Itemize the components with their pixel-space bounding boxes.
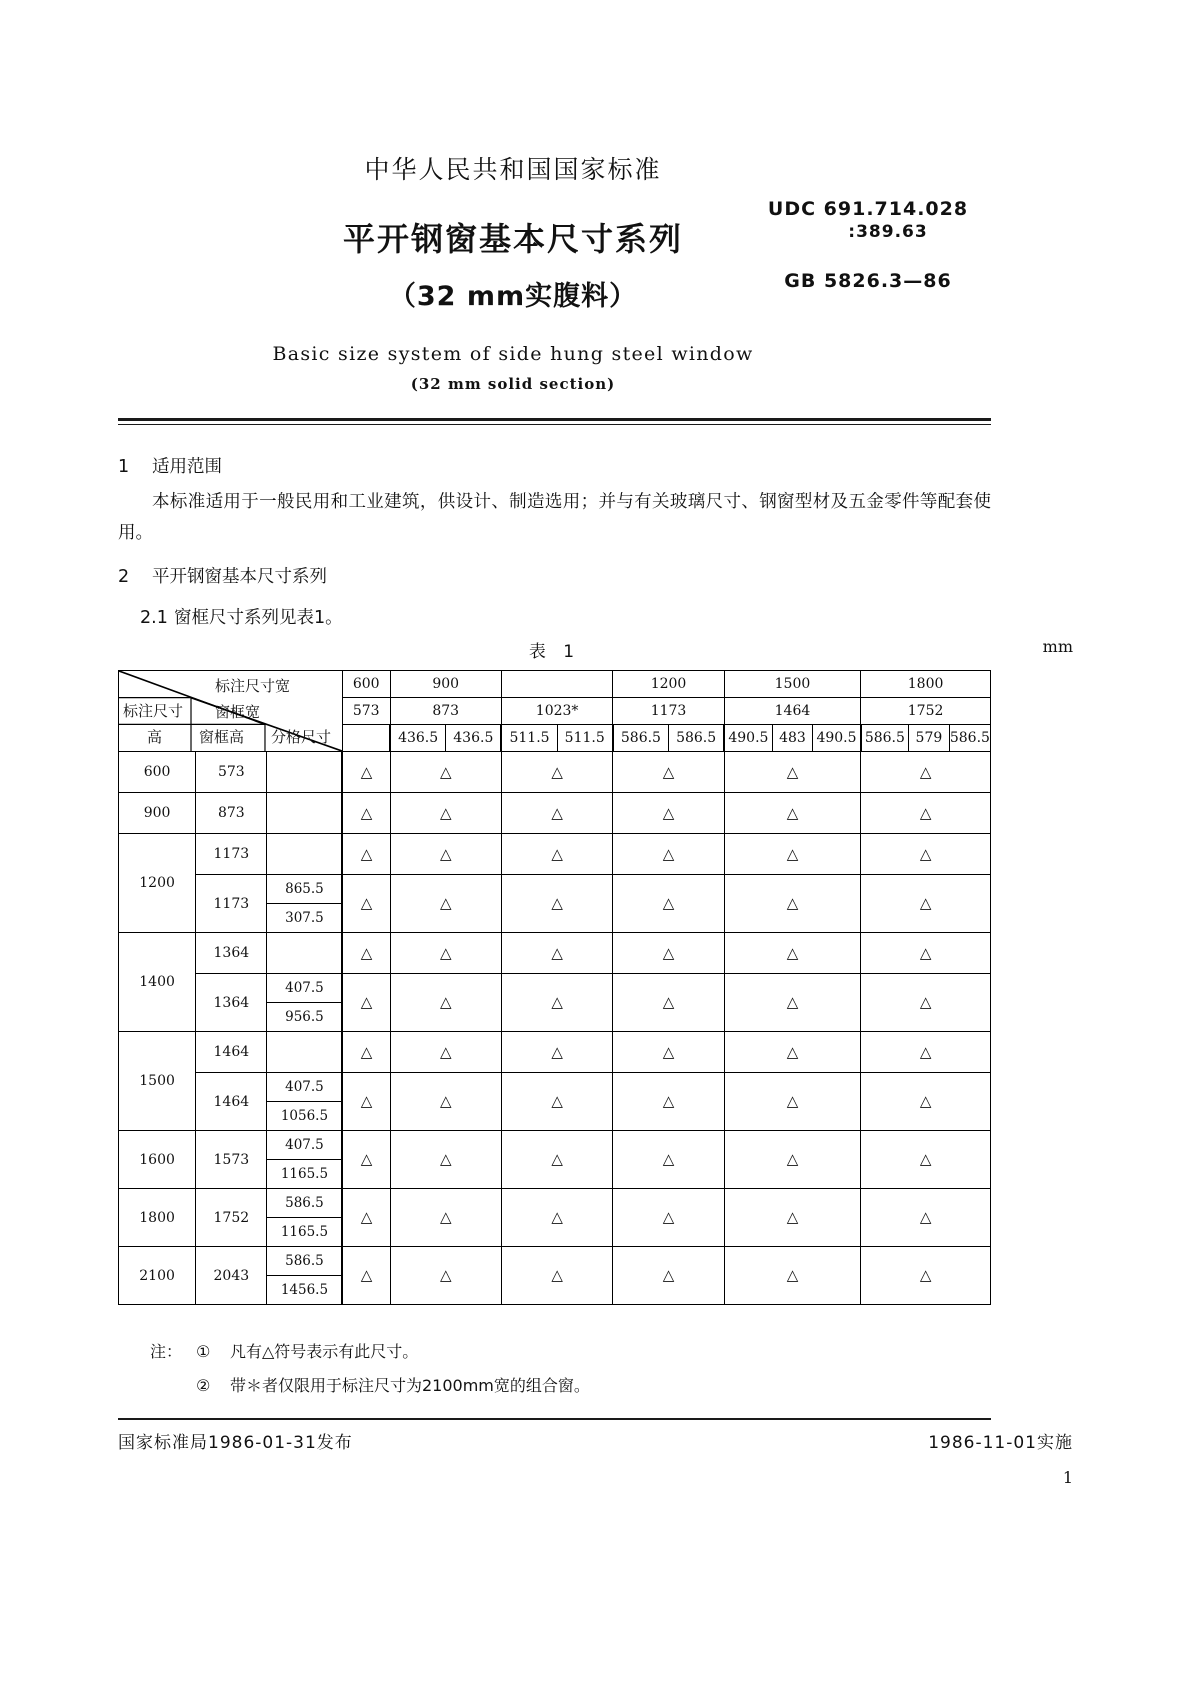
corner-diagonal-cell xyxy=(119,671,343,752)
row-division-upper: 865.5 xyxy=(267,875,342,904)
mark-cell: △ xyxy=(342,1073,390,1131)
frame-width-1464: 1464 xyxy=(724,698,860,725)
mark-cell: △ xyxy=(613,752,724,793)
mark-cell: △ xyxy=(613,1247,724,1305)
table-row xyxy=(119,1189,991,1218)
row-frame-height: 1364 xyxy=(196,933,267,974)
row-division-lower: 1165.5 xyxy=(267,1160,342,1189)
mark-cell: △ xyxy=(724,1247,860,1305)
division-1173-1: 586.5 xyxy=(613,725,669,752)
division-1464-2: 483 xyxy=(772,725,813,752)
table-1 xyxy=(118,670,991,1305)
division-900-2: 436.5 xyxy=(446,725,502,752)
division-1023-2: 511.5 xyxy=(557,725,613,752)
mark-cell: △ xyxy=(342,793,390,834)
frame-width-1752: 1752 xyxy=(861,698,991,725)
mark-cell: △ xyxy=(724,1032,860,1073)
row-marked-height: 1800 xyxy=(119,1189,196,1247)
mark-cell: △ xyxy=(390,1073,501,1131)
mark-cell: △ xyxy=(501,974,612,1032)
table-row xyxy=(119,933,991,974)
row-division-lower: 1165.5 xyxy=(267,1218,342,1247)
frame-width-1023: 1023* xyxy=(501,698,612,725)
mark-cell: △ xyxy=(390,793,501,834)
mark-cell: △ xyxy=(613,793,724,834)
row-marked-height: 1400 xyxy=(119,933,196,1032)
page-number: 1 xyxy=(1062,1468,1073,1487)
marked-width-900: 900 xyxy=(390,671,501,698)
corner-label-left-line2: 高 xyxy=(147,728,163,746)
row-division-lower: 1456.5 xyxy=(267,1276,342,1305)
division-1173-2: 586.5 xyxy=(669,725,725,752)
mark-cell: △ xyxy=(724,974,860,1032)
row-division-cell xyxy=(267,1032,342,1073)
row-division-upper: 407.5 xyxy=(267,1073,342,1102)
mark-cell: △ xyxy=(390,933,501,974)
mark-cell: △ xyxy=(342,974,390,1032)
mark-cell: △ xyxy=(613,974,724,1032)
mark-cell: △ xyxy=(613,1131,724,1189)
corner-label-left-line1: 标注尺寸 xyxy=(123,702,184,720)
table-row xyxy=(119,1131,991,1160)
note-2-text: 带＊者仅限用于标注尺寸为2100mm宽的组合窗。 xyxy=(230,1375,590,1395)
mark-cell: △ xyxy=(501,933,612,974)
section-1-title: 适用范围 xyxy=(152,457,222,477)
gb-standard-number: GB 5826.3—86 xyxy=(784,270,952,292)
corner-label-frame-width: 窗框宽 xyxy=(215,703,261,721)
table-unit-label: mm xyxy=(1042,637,1073,656)
mark-cell: △ xyxy=(342,834,390,875)
note-line-1 xyxy=(150,1335,590,1369)
row-division-cell xyxy=(267,793,342,834)
table-row xyxy=(119,974,991,1003)
row-marked-height: 1500 xyxy=(119,1032,196,1131)
mark-cell: △ xyxy=(501,1247,612,1305)
mark-cell: △ xyxy=(861,933,991,974)
national-standard-label: 中华人民共和国国家标准 xyxy=(364,155,662,184)
mark-cell: △ xyxy=(861,1247,991,1305)
mark-cell: △ xyxy=(724,793,860,834)
section-1-heading xyxy=(118,452,991,483)
mark-cell: △ xyxy=(390,1247,501,1305)
mark-cell: △ xyxy=(390,834,501,875)
mark-cell: △ xyxy=(501,1073,612,1131)
row-marked-height: 2100 xyxy=(119,1247,196,1305)
table-row xyxy=(119,752,991,793)
division-1023-1: 511.5 xyxy=(501,725,557,752)
mark-cell: △ xyxy=(724,933,860,974)
table-row xyxy=(119,875,991,904)
mark-cell: △ xyxy=(861,1073,991,1131)
mark-cell: △ xyxy=(613,933,724,974)
mark-cell: △ xyxy=(501,752,612,793)
mark-cell: △ xyxy=(724,1189,860,1247)
mark-cell: △ xyxy=(390,974,501,1032)
corner-label-top: 标注尺寸宽 xyxy=(215,677,291,695)
frame-width-1173: 1173 xyxy=(613,698,724,725)
section-1-paragraph xyxy=(118,487,991,549)
row-division-upper: 407.5 xyxy=(267,1131,342,1160)
frame-width-873: 873 xyxy=(390,698,501,725)
section-2-title: 平开钢窗基本尺寸系列 xyxy=(152,567,327,587)
mark-cell: △ xyxy=(342,875,390,933)
note-line-2 xyxy=(150,1369,590,1403)
marked-width-1800: 1800 xyxy=(861,671,991,698)
mark-cell: △ xyxy=(390,1131,501,1189)
table-caption xyxy=(118,637,991,662)
table-header-row-marked-width xyxy=(119,671,991,698)
corner-label-frame-height: 窗框高 xyxy=(199,728,245,746)
division-1752-3: 586.5 xyxy=(949,725,990,752)
table-notes xyxy=(150,1335,590,1402)
mark-cell: △ xyxy=(342,1247,390,1305)
division-1464-3: 490.5 xyxy=(813,725,861,752)
mark-cell: △ xyxy=(861,974,991,1032)
mark-cell: △ xyxy=(861,1131,991,1189)
table-row xyxy=(119,793,991,834)
section-2-1-number: 2.1 xyxy=(140,608,168,628)
standard-code-block xyxy=(738,198,998,292)
table-1-wrapper xyxy=(118,670,991,1305)
row-division-lower: 1056.5 xyxy=(267,1102,342,1131)
udc-code-line1: UDC 691.714.028 xyxy=(767,198,969,220)
mark-cell: △ xyxy=(501,875,612,933)
row-division-cell xyxy=(267,834,342,875)
section-2-heading xyxy=(118,562,991,593)
row-division-upper: 586.5 xyxy=(267,1189,342,1218)
division-1464-1: 490.5 xyxy=(724,725,772,752)
division-1752-2: 579 xyxy=(909,725,950,752)
mark-cell: △ xyxy=(724,834,860,875)
note-1-text: 凡有△符号表示有此尺寸。 xyxy=(230,1342,419,1361)
marked-width-1500: 1500 xyxy=(724,671,860,698)
row-frame-height: 573 xyxy=(196,752,267,793)
mark-cell: △ xyxy=(342,1032,390,1073)
row-division-cell xyxy=(267,752,342,793)
marked-width-600: 600 xyxy=(342,671,390,698)
marked-width-1200: 1200 xyxy=(613,671,724,698)
mark-cell: △ xyxy=(390,752,501,793)
note-2-marker: ② xyxy=(196,1375,211,1395)
row-frame-height: 1752 xyxy=(196,1189,267,1247)
page-subtitle-en: (32 mm solid section) xyxy=(410,375,616,393)
division-1752-1: 586.5 xyxy=(861,725,909,752)
section-1-body-text: 本标准适用于一般民用和工业建筑，供设计、制造选用；并与有关玻璃尺寸、钢窗型材及五金零件等配套使用。 xyxy=(118,492,991,544)
mark-cell: △ xyxy=(613,1073,724,1131)
mark-cell: △ xyxy=(501,1189,612,1247)
page-subtitle-cn: （32 mm实腹料） xyxy=(388,281,638,312)
mark-cell: △ xyxy=(861,834,991,875)
division-600-blank xyxy=(342,725,390,752)
mark-cell: △ xyxy=(390,1189,501,1247)
udc-code-line2: :389.63 xyxy=(848,222,928,242)
mark-cell: △ xyxy=(861,875,991,933)
note-1-marker: ① xyxy=(196,1342,211,1361)
corner-label-division: 分格尺寸 xyxy=(271,728,332,746)
section-2-1-title: 窗框尺寸系列见表1。 xyxy=(174,608,343,628)
table-row xyxy=(119,834,991,875)
section-1-number: 1 xyxy=(118,457,130,477)
row-marked-height: 600 xyxy=(119,752,196,793)
row-division-cell xyxy=(267,933,342,974)
notes-label: 注： xyxy=(150,1342,183,1361)
mark-cell: △ xyxy=(724,875,860,933)
row-frame-height: 1173 xyxy=(196,834,267,875)
row-division-upper: 586.5 xyxy=(267,1247,342,1276)
header-divider xyxy=(118,418,991,425)
mark-cell: △ xyxy=(390,1032,501,1073)
row-marked-height: 1200 xyxy=(119,834,196,933)
row-frame-height: 1364 xyxy=(196,974,267,1032)
document-header xyxy=(118,150,998,393)
mark-cell: △ xyxy=(501,793,612,834)
mark-cell: △ xyxy=(613,1032,724,1073)
page-title-en: Basic size system of side hung steel window xyxy=(272,343,754,365)
row-frame-height: 1173 xyxy=(196,875,267,933)
row-frame-height: 1573 xyxy=(196,1131,267,1189)
row-frame-height: 1464 xyxy=(196,1032,267,1073)
table-row xyxy=(119,1073,991,1102)
mark-cell: △ xyxy=(342,752,390,793)
mark-cell: △ xyxy=(724,1131,860,1189)
mark-cell: △ xyxy=(501,1032,612,1073)
row-frame-height: 1464 xyxy=(196,1073,267,1131)
mark-cell: △ xyxy=(342,933,390,974)
row-marked-height: 1600 xyxy=(119,1131,196,1189)
row-division-upper: 407.5 xyxy=(267,974,342,1003)
mark-cell: △ xyxy=(861,1032,991,1073)
division-900-1: 436.5 xyxy=(390,725,446,752)
mark-cell: △ xyxy=(501,834,612,875)
footer-effective-date: 1986-11-01实施 xyxy=(928,1433,1073,1453)
footer-issued-date: 国家标准局1986-01-31发布 xyxy=(118,1433,353,1453)
section-2-1-heading xyxy=(140,603,1013,634)
page-title: 平开钢窗基本尺寸系列 xyxy=(342,220,683,258)
table-caption-text: 表 1 xyxy=(528,642,581,662)
mark-cell: △ xyxy=(342,1131,390,1189)
table-row xyxy=(119,1032,991,1073)
mark-cell: △ xyxy=(342,1189,390,1247)
mark-cell: △ xyxy=(724,1073,860,1131)
mark-cell: △ xyxy=(501,1131,612,1189)
frame-width-573: 573 xyxy=(342,698,390,725)
mark-cell: △ xyxy=(861,793,991,834)
row-division-lower: 307.5 xyxy=(267,904,342,933)
mark-cell: △ xyxy=(613,875,724,933)
mark-cell: △ xyxy=(861,1189,991,1247)
row-division-lower: 956.5 xyxy=(267,1003,342,1032)
row-marked-height: 900 xyxy=(119,793,196,834)
footer-divider xyxy=(118,1418,991,1420)
mark-cell: △ xyxy=(861,752,991,793)
table-row xyxy=(119,1247,991,1276)
mark-cell: △ xyxy=(724,752,860,793)
row-frame-height: 2043 xyxy=(196,1247,267,1305)
mark-cell: △ xyxy=(390,875,501,933)
row-frame-height: 873 xyxy=(196,793,267,834)
marked-width-blank xyxy=(501,671,612,698)
mark-cell: △ xyxy=(613,834,724,875)
mark-cell: △ xyxy=(613,1189,724,1247)
section-2-number: 2 xyxy=(118,567,130,587)
